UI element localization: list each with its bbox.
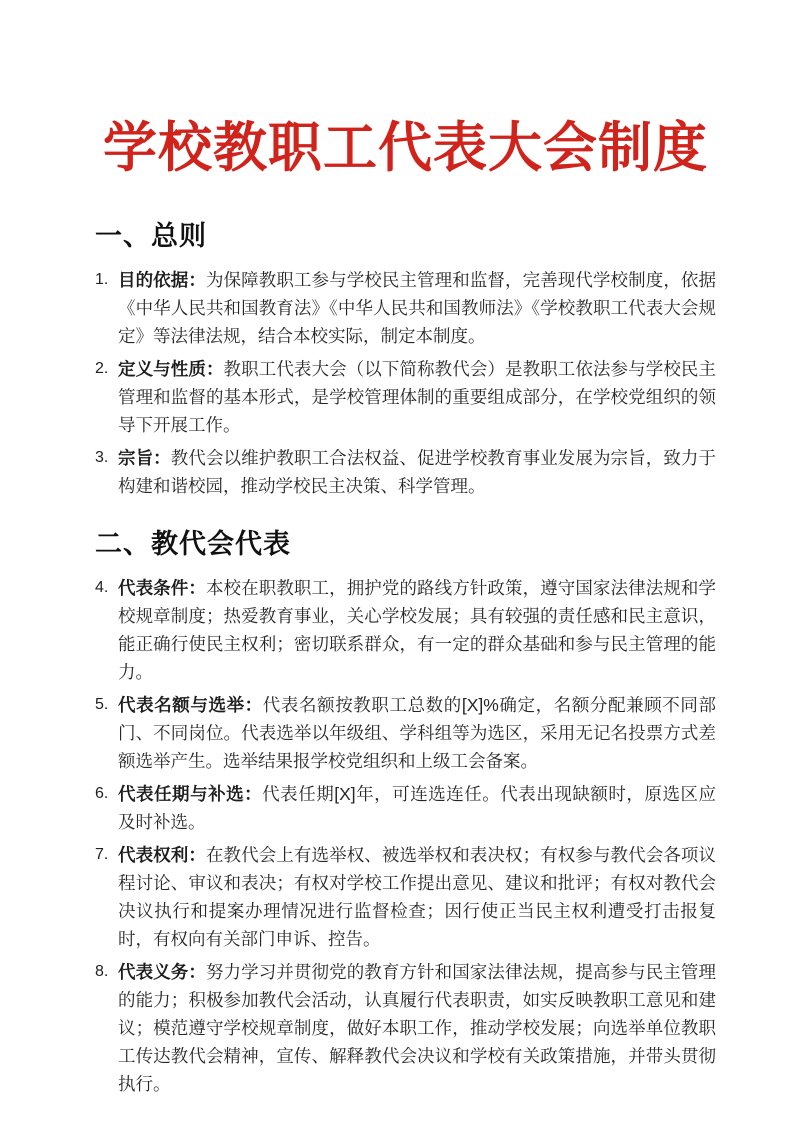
- item-text: [118, 266, 716, 350]
- item-content: 教职工代表大会（以下简称教代会）是教职工依法参与学校民主管理和监督的基本形式，是学校管理体制的重要组成部分，在学校党组织的领导下开展工作。: [118, 359, 716, 435]
- item-content: 本校在职教职工，拥护党的路线方针政策，遵守国家法律法规和学校规章制度；热爱教育事业，关心学校发展；具有较强的责任感和民主意识，能正确行使民主权利；密切联系群众，有一定的群众基础和参与民主管理的能力。: [118, 578, 717, 682]
- item-text: [118, 444, 716, 500]
- item-text: [118, 780, 716, 836]
- item-text: [118, 355, 716, 439]
- section-general-principles: [95, 218, 716, 500]
- item-content: 教代会以维护教职工合法权益、促进学校教育事业发展为宗旨，致力于构建和谐校园，推动学校民主决策、科学管理。: [118, 448, 717, 496]
- item-label: 代表权利：: [118, 845, 206, 865]
- item-number: 2.: [95, 360, 109, 377]
- list-item: [95, 574, 716, 686]
- section-heading-general-principles: 一、总则: [95, 221, 207, 251]
- list-item: [95, 780, 716, 836]
- item-label: 代表名额与选举：: [118, 695, 263, 715]
- item-label: 代表条件：: [118, 578, 206, 598]
- item-number: 5.: [95, 696, 109, 713]
- item-label: 宗旨：: [118, 448, 171, 468]
- item-number: 4.: [95, 579, 109, 596]
- item-text: [118, 574, 716, 686]
- list-item: [95, 958, 716, 1098]
- list-item: [95, 355, 716, 439]
- item-number: 7.: [95, 846, 109, 863]
- item-content: 努力学习并贯彻党的教育方针和国家法律法规，提高参与民主管理的能力；积极参加教代会活动，认真履行代表职责，如实反映教职工意见和建议；模范遵守学校规章制度，做好本职工作，推动学校发展；向选举单位教职工传达教代会精神，宣传、解释教代会决议和学校有关政策措施，并带头贯彻执行。: [118, 962, 717, 1094]
- list-item: [95, 841, 716, 953]
- page-title: 学校教职工代表大会制度: [103, 118, 708, 178]
- item-text: [118, 841, 716, 953]
- list-item: [95, 266, 716, 350]
- item-content: 代表任期[X]年，可连选连任。代表出现缺额时，原选区应及时补选。: [118, 784, 716, 832]
- item-label: 定义与性质：: [118, 359, 224, 379]
- item-label: 代表义务：: [118, 962, 206, 982]
- item-label: 目的依据：: [118, 270, 206, 290]
- item-number: 3.: [95, 449, 109, 466]
- list-item: [95, 444, 716, 500]
- section-heading-congress-representatives: 二、教代会代表: [95, 529, 291, 559]
- item-number: 1.: [95, 271, 109, 288]
- item-label: 代表任期与补选：: [118, 784, 263, 804]
- item-text: [118, 958, 716, 1098]
- item-text: [118, 691, 716, 775]
- item-number: 6.: [95, 785, 109, 802]
- list-item: [95, 691, 716, 775]
- item-number: 8.: [95, 963, 109, 980]
- item-content: 在教代会上有选举权、被选举权和表决权；有权参与教代会各项议程讨论、审议和表决；有权对学校工作提出意见、建议和批评；有权对教代会决议执行和提案办理情况进行监督检查；因行使正当民主权利遭受打击报复时，有权向有关部门申诉、控告。: [118, 845, 717, 949]
- item-content: 代表名额按教职工总数的[X]%确定，名额分配兼顾不同部门、不同岗位。代表选举以年级组、学科组等为选区，采用无记名投票方式差额选举产生。选举结果报学校党组织和上级工会备案。: [118, 695, 717, 771]
- item-content: 为保障教职工参与学校民主管理和监督，完善现代学校制度，依据《中华人民共和国教育法》《中华人民共和国教师法》《学校教职工代表大会规定》等法律法规，结合本校实际，制定本制度。: [118, 270, 717, 346]
- section-congress-representatives: [95, 526, 716, 1098]
